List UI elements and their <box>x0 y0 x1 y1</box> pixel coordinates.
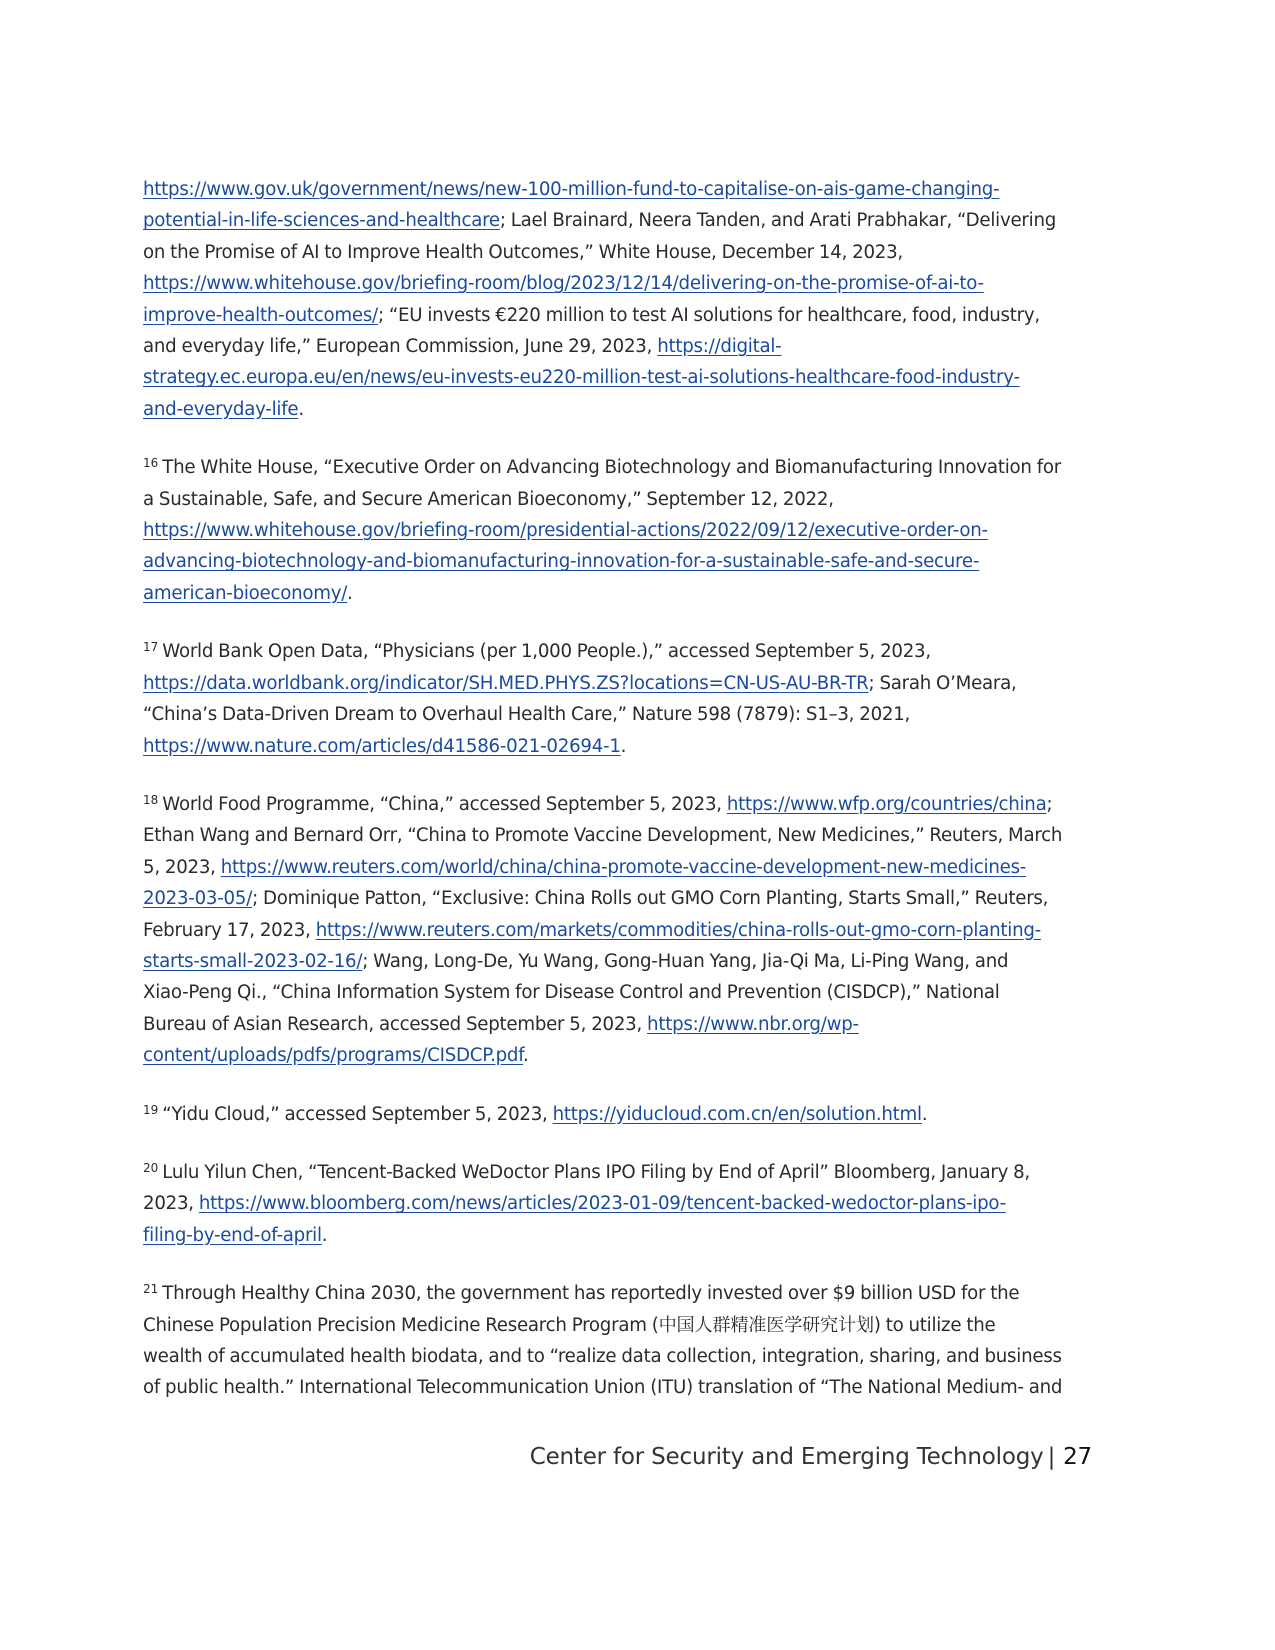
citation-link[interactable]: advancing-biotechnology-and-biomanufacturing-innovation-for-a-sustainable-safe-and-secure- <box>143 551 980 573</box>
citation-text: wealth of accumulated health biodata, and to “realize data collection, integration, sharing, and business <box>143 1346 1062 1367</box>
citation-text: of public health.” International Telecommunication Union (ITU) translation of “The National Medium- and <box>143 1377 1063 1399</box>
footnote-line <box>143 1274 1083 1309</box>
citation-text: . <box>921 1103 928 1125</box>
citation-text: ; Lael Brainard, Neera Tanden, and Arati Prabhakar, “Delivering <box>499 210 1057 232</box>
citation-text: February 17, 2023, <box>143 919 316 941</box>
footnote-line <box>143 1341 1083 1372</box>
footnote-line <box>143 1188 1083 1219</box>
citation-link[interactable]: https://www.nature.com/articles/d41586-021-02694-1 <box>143 735 621 757</box>
citation-text: a Sustainable, Safe, and Secure American Bioeconomy,” September 12, 2022, <box>143 488 834 510</box>
citation-link[interactable]: american-bioeconomy/ <box>143 582 348 604</box>
citation-link[interactable]: https://data.worldbank.org/indicator/SH.MED.PHYS.ZS?locations=CN-US-AU-BR-TR <box>143 672 869 694</box>
footnote-18 <box>143 785 1083 1072</box>
citation-text: . <box>298 398 304 420</box>
citation-text: The White House, “Executive Order on Advancing Biotechnology and Biomanufacturing Innovation for <box>162 457 1061 479</box>
citation-text: ; Dominique Patton, “Exclusive: China Rolls out GMO Corn Planting, Starts Small,” Reuters, <box>252 888 1049 910</box>
citation-text: . <box>347 582 353 604</box>
footnote-line <box>143 1095 1083 1130</box>
citation-link[interactable]: starts-small-2023-02-16/ <box>143 950 363 972</box>
citation-link[interactable]: https://www.whitehouse.gov/briefing-room/blog/2023/12/14/delivering-on-the-promise-of-ai-to- <box>143 273 984 295</box>
footnote-line <box>143 1153 1083 1188</box>
citation-text: World Food Programme, “China,” accessed September 5, 2023, <box>162 793 727 815</box>
footnote-line <box>143 394 1083 425</box>
citation-link[interactable]: https://www.gov.uk/government/news/new-100-million-fund-to-capitalise-on-ais-game-changing- <box>143 179 1000 200</box>
footnote-line <box>143 1310 1083 1341</box>
footnote-number: 17 <box>143 640 159 655</box>
citation-link[interactable]: https://www.wfp.org/countries/china <box>726 793 1047 815</box>
footnote-line <box>143 785 1083 820</box>
citation-text: ; “EU invests €220 million to test AI solutions for healthcare, food, industry, <box>377 304 1040 326</box>
footnote-line <box>143 699 1083 730</box>
footer-organization: Center for Security and Emerging Technology <box>529 1444 1044 1470</box>
footer-separator: | <box>1047 1444 1056 1470</box>
page-number: 27 <box>1063 1444 1092 1470</box>
footnote-19 <box>143 1095 1083 1130</box>
footnote-line <box>143 852 1083 883</box>
citation-link[interactable]: and-everyday-life <box>143 398 299 420</box>
footnote-20 <box>143 1153 1083 1251</box>
footnote-line <box>143 820 1083 851</box>
footnote-17 <box>143 632 1083 762</box>
footnote-line <box>143 977 1083 1008</box>
citation-link[interactable]: https://digital- <box>657 336 782 358</box>
footnote-number: 18 <box>143 792 159 807</box>
footnote-line <box>143 362 1083 393</box>
footnote-15-cont <box>143 174 1083 425</box>
citation-text: 2023, <box>143 1193 199 1215</box>
citation-text: Ethan Wang and Bernard Orr, “China to Promote Vaccine Development, New Medicines,” Reuters, March <box>143 825 1063 847</box>
chinese-program-name: 中国人群精准医学研究计划 <box>658 1314 874 1336</box>
citation-link[interactable]: filing-by-end-of-april <box>143 1224 322 1246</box>
citation-link[interactable]: strategy.ec.europa.eu/en/news/eu-invests-eu220-million-test-ai-solutions-healthcare-food-industry- <box>143 367 1020 389</box>
footnote-line <box>143 268 1083 299</box>
footnote-line <box>143 448 1083 483</box>
footnote-line <box>143 174 1083 205</box>
citation-text: Lulu Yilun Chen, “Tencent-Backed WeDoctor Plans IPO Filing by End of April” Bloomberg, January 8, <box>162 1161 1030 1183</box>
footnote-number: 21 <box>143 1282 159 1297</box>
citation-text: ; <box>1046 793 1053 815</box>
citation-text: “China’s Data-Driven Dream to Overhaul Health Care,” Nature 598 (7879): S1–3, 2021, <box>143 704 911 726</box>
footnote-line <box>143 668 1083 699</box>
citation-text: on the Promise of AI to Improve Health Outcomes,” White House, December 14, 2023, <box>143 241 903 263</box>
citation-text: . <box>620 735 627 757</box>
footnote-line <box>143 237 1083 268</box>
citation-link[interactable]: https://www.nbr.org/wp- <box>647 1013 859 1035</box>
citation-text: World Bank Open Data, “Physicians (per 1,000 People.),” accessed September 5, 2023, <box>162 641 931 663</box>
citation-text: ; Sarah O’Meara, <box>868 672 1017 694</box>
citation-text: “Yidu Cloud,” accessed September 5, 2023, <box>162 1103 553 1125</box>
footnote-line <box>143 546 1083 577</box>
citation-text: Through Healthy China 2030, the government has reportedly invested over $9 billion USD for the <box>162 1283 1020 1305</box>
footnote-line <box>143 731 1083 762</box>
citation-link[interactable]: https://www.bloomberg.com/news/articles/2023-01-09/tencent-backed-wedoctor-plans-ipo- <box>198 1193 1006 1215</box>
footnote-number: 16 <box>143 456 159 471</box>
citation-link[interactable]: content/uploads/pdfs/programs/CISDCP.pdf <box>143 1045 524 1067</box>
footnote-line <box>143 515 1083 546</box>
page-footer <box>0 1444 1092 1470</box>
citation-text: Bureau of Asian Research, accessed September 5, 2023, <box>143 1013 648 1035</box>
footnotes-section <box>143 174 1083 1427</box>
citation-text: . <box>321 1224 328 1246</box>
citation-link[interactable]: https://www.whitehouse.gov/briefing-room/presidential-actions/2022/09/12/executive-order-on- <box>143 520 988 542</box>
citation-text: and everyday life,” European Commission, June 29, 2023, <box>143 336 658 358</box>
citation-text: ; Wang, Long-De, Yu Wang, Gong-Huan Yang, Jia-Qi Ma, Li-Ping Wang, and <box>362 950 1009 972</box>
footnote-16 <box>143 448 1083 609</box>
citation-text: ) to utilize the <box>873 1314 996 1336</box>
footnote-line <box>143 300 1083 331</box>
footnote-line <box>143 632 1083 667</box>
citation-text: Xiao-Peng Qi., “China Information System for Disease Control and Prevention (CISDCP),” National <box>143 982 1000 1004</box>
footnote-line <box>143 883 1083 914</box>
footnote-line <box>143 578 1083 609</box>
citation-link[interactable]: improve-health-outcomes/ <box>143 304 378 326</box>
footnote-number: 20 <box>143 1160 159 1175</box>
footnote-21 <box>143 1274 1083 1404</box>
citation-link[interactable]: https://www.reuters.com/markets/commodities/china-rolls-out-gmo-corn-planting- <box>315 919 1041 941</box>
footnote-line <box>143 946 1083 977</box>
footnote-number: 19 <box>143 1102 159 1117</box>
citation-link[interactable]: https://yiducloud.com.cn/en/solution.html <box>552 1103 922 1125</box>
citation-link[interactable]: https://www.reuters.com/world/china/china-promote-vaccine-development-new-medicines- <box>220 856 1027 878</box>
citation-text: 5, 2023, <box>143 856 221 878</box>
footnote-line <box>143 915 1083 946</box>
footnote-line <box>143 1040 1083 1071</box>
citation-text: Chinese Population Precision Medicine Research Program ( <box>143 1314 659 1336</box>
citation-link[interactable]: 2023-03-05/ <box>143 888 253 910</box>
footnote-line <box>143 205 1083 236</box>
citation-text: . <box>523 1045 529 1067</box>
footnote-line <box>143 331 1083 362</box>
footnote-line <box>143 1009 1083 1040</box>
footnote-line <box>143 1220 1083 1251</box>
footnote-line <box>143 1372 1083 1403</box>
footnote-line <box>143 484 1083 515</box>
citation-link[interactable]: potential-in-life-sciences-and-healthcare <box>143 210 500 232</box>
